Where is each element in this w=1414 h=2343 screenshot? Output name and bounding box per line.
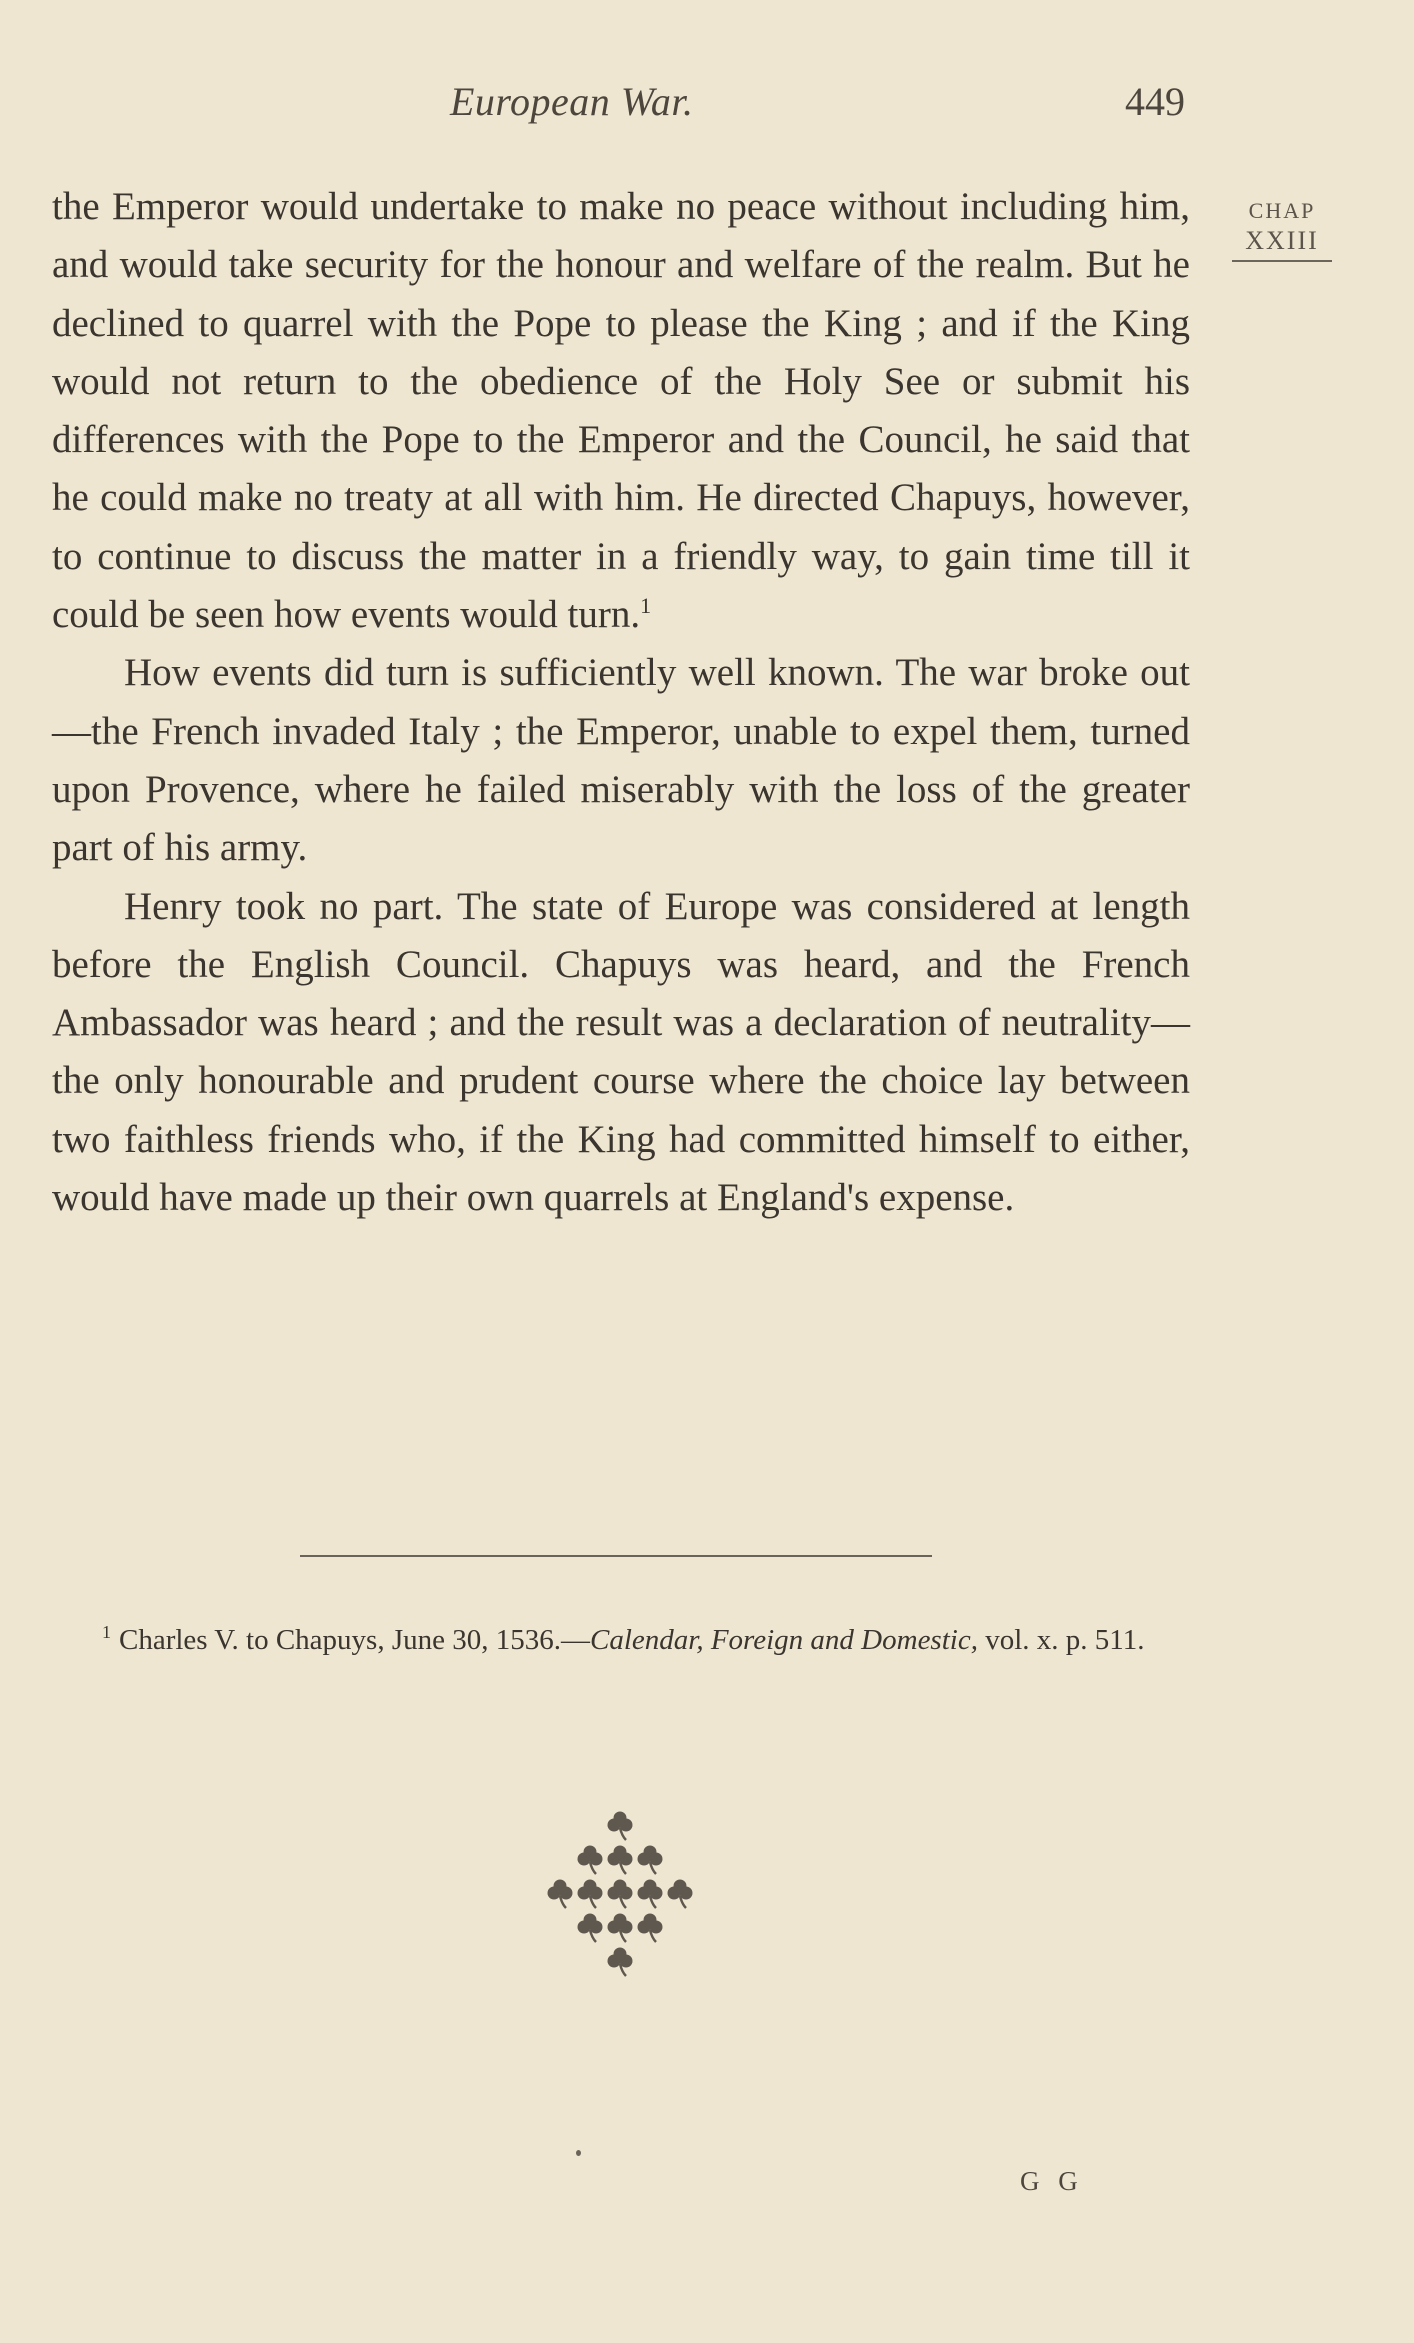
footnote-source: Calendar, Foreign and Domestic, (589, 1624, 978, 1656)
shamrock-icon (608, 1914, 633, 1943)
shamrock-icon (578, 1880, 603, 1909)
shamrock-icon (638, 1846, 663, 1875)
footnote-rule (300, 1555, 932, 1557)
shamrock-cluster-icon (510, 1800, 730, 2020)
shamrock-icon (578, 1914, 603, 1943)
shamrock-icon (548, 1880, 573, 1909)
chapter-number: XXIII (1232, 226, 1332, 262)
shamrock-icon (578, 1846, 603, 1875)
shamrock-icon (608, 1880, 633, 1909)
ink-speck (576, 2150, 581, 2156)
paragraph-1-text: the Emperor would undertake to make no peace without including him, and would take security for the honour and welfare of the realm. But he declined to quarrel with the Pope to please the King ; and if the King would not return to the obedience of the Holy See or submit his differences with the Pope to the Emperor and the Council, he said that he could make no treaty at all with him. He directed Chapuys, however, to continue to discuss the matter in a friendly way, to gain time till it could be seen how events would turn. (52, 185, 1190, 637)
footnote-paragraph (52, 1617, 1190, 1663)
shamrock-icon (608, 1812, 633, 1841)
footnote-reference-detail: vol. x. p. 511. (977, 1624, 1145, 1656)
paragraph-3: Henry took no part. The state of Europe was considered at length before the English Council. Chapuys was heard, and the French Ambassador was heard ; and the result was a declaration of neutrality—the only honourable and prudent course where the choice lay between two faithless friends who, if the King had committed himself to either, would have made up their own quarrels at England's expense. (52, 884, 1190, 1220)
signature-mark: G G (1020, 2166, 1084, 2196)
chapter-margin-note (1232, 196, 1332, 262)
footnote-reference: 1 (640, 593, 652, 619)
shamrock-icon (638, 1880, 663, 1909)
footnote (52, 1617, 1190, 1663)
shamrock-icon (638, 1914, 663, 1943)
body-text (52, 178, 1190, 1227)
footnote-text: Charles V. to Chapuys, June 30, 1536.— (119, 1624, 590, 1656)
chapter-label: CHAP (1248, 198, 1316, 223)
paragraph-2: How events did turn is sufficiently well known. The war broke out—the French invaded Italy ; the Emperor, unable to expel them, turned upon Provence, where he failed miserably with the loss of the greater part of his army. (52, 651, 1190, 870)
shamrock-icon (668, 1880, 693, 1909)
shamrock-icon (608, 1846, 633, 1875)
page-number: 449 (1125, 79, 1185, 124)
shamrock-icon (608, 1948, 633, 1977)
footnote-mark: 1 (102, 1622, 111, 1643)
running-head (450, 78, 1185, 138)
paragraph-1 (52, 178, 1190, 644)
running-title: European War. (450, 79, 694, 124)
